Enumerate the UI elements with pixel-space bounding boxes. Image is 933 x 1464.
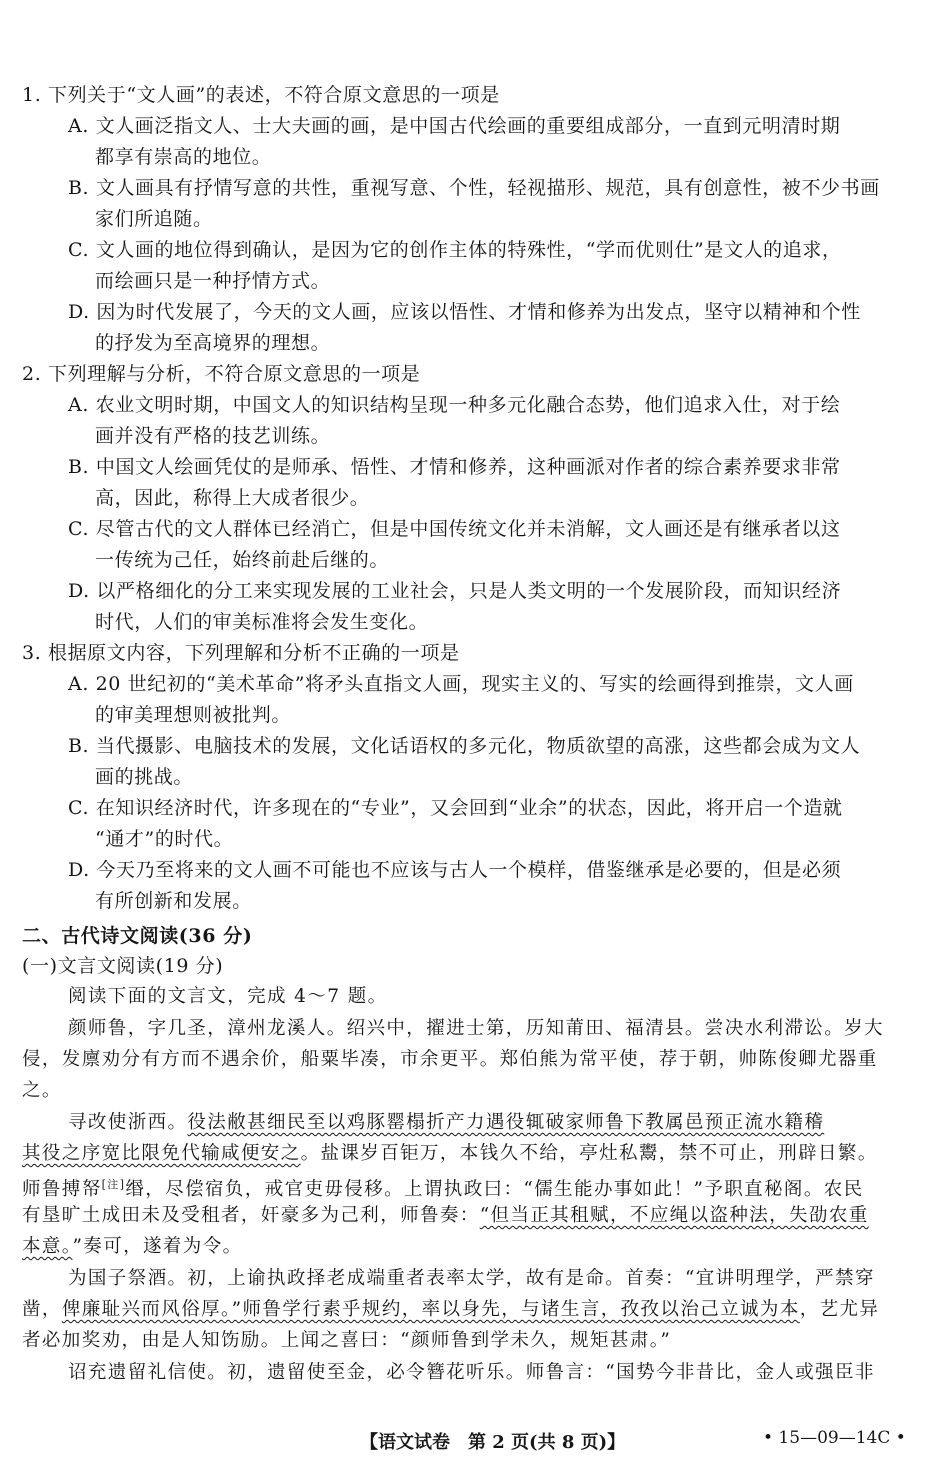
page-footer-code: • 15—09—14C •: [763, 1428, 906, 1448]
q1-option-b: B. 文人画具有抒情写意的共性，重视写意、个性，轻视描形、规范，具有创意性，被不少书画: [68, 177, 880, 199]
section-subtitle: (一)文言文阅读(19 分): [22, 955, 224, 977]
passage-p2-farm: 有垦旷土成田未及受租者，奸豪多为己利，师鲁奏：: [22, 1205, 480, 1226]
q2-option-c-cont: 一传统为己任，始终前赴后继的。: [95, 549, 390, 571]
q3-option-b-cont: 画的挑战。: [95, 766, 194, 788]
q2-option-b: B. 中国文人绘画凭仗的是师承、悟性、才情和修养，这种画派对作者的综合素养要求非常: [68, 456, 841, 478]
q3-option-b: B. 当代摄影、电脑技术的发展，文化话语权的多元化，物质欲望的高涨，这些都会成为文人: [68, 735, 861, 757]
passage-p1-line2: 侵，发廪劝分有方而不遇余价，船粟毕凑，市余更平。郑伯熊为常平使，荐于朝，帅陈俊卿尤器重: [22, 1049, 878, 1070]
passage-p2-text: 师鲁搏帑: [22, 1179, 102, 1201]
q1-option-a: A. 文人画泛指文人、士大夫画的画，是中国古代绘画的重要组成部分，一直到元明清时期: [68, 115, 841, 137]
passage-p3-line2: [22, 1295, 879, 1325]
passage-p2-line2: [22, 1139, 878, 1169]
passage-p1-line1: 颜师鲁，字几圣，漳州龙溪人。绍兴中，擢进士第，历知莆田、福清县。尝决水利滞讼。岁大: [68, 1018, 884, 1039]
q1-option-c: C. 文人画的地位得到确认，是因为它的创作主体的特殊性，“学而优则仕”是文人的追求，: [68, 239, 842, 261]
q1-option-a-cont: 都享有崇高的地位。: [95, 146, 272, 168]
underlined-sentence-2: “但当正其租赋，不应绳以盗种法，失劭农重: [479, 1205, 869, 1226]
question-3-stem: 3. 根据原文内容，下列理解和分析不正确的一项是: [22, 642, 460, 664]
passage-p2-line3: [22, 1170, 864, 1205]
q3-option-c-cont: “通才”的时代。: [95, 828, 234, 850]
q1-option-c-cont: 而绘画只是一种抒情方式。: [95, 270, 331, 292]
footnote-marker: [注]: [101, 1178, 126, 1191]
q3-option-c: C. 在知识经济时代，许多现在的“专业”，又会回到“业余”的状态，因此，将开启一个造就: [68, 797, 843, 819]
passage-p3-line1: 为国子祭酒。初，上谕执政择老成端重者表率太学，故有是命。首奏：“宜讲明理学，严禁穿: [68, 1268, 875, 1289]
q2-option-d-cont: 时代，人们的审美标准将会发生变化。: [95, 611, 429, 633]
q1-option-b-cont: 家们所追随。: [95, 208, 213, 230]
section-instruction: 阅读下面的文言文，完成 4～7 题。: [68, 986, 388, 1007]
q2-option-c: C. 尽管古代的文人群体已经消亡，但是中国传统文化并未消解，文人画还是有继承者以这: [68, 518, 841, 540]
passage-p2-line4: [22, 1201, 869, 1231]
section-title: 二、古代诗文阅读(36 分): [22, 925, 253, 947]
passage-p4-line1: 诏充遗留礼信使。初，遗留使至金，必令簪花听乐。师鲁言：“国势今非昔比，金人或强臣非: [68, 1362, 875, 1383]
q3-option-a-cont: 的审美理想则被批判。: [95, 704, 292, 726]
page-footer-title: 【语文试卷 第 2 页(共 8 页)】: [360, 1432, 626, 1453]
underlined-sentence-1-cont: 其役之序宽比限免代输咸便安之: [22, 1143, 301, 1164]
passage-p2-line1: [68, 1108, 824, 1138]
passage-p2-lead: 寻改使浙西。: [68, 1112, 188, 1133]
underlined-sentence-1: 役法敝甚细民至以鸡豚罂榻折产力遇役辄破家师鲁下教属邑预正流水籍稽: [187, 1112, 825, 1133]
passage-p2-text-cont: 缗，尽偿宿负，戒官吏毋侵移。上谓执政曰：“儒生能办事如此！”予职直秘阁。农民: [125, 1179, 864, 1201]
q1-option-d-cont: 的抒发为至高境界的理想。: [95, 332, 331, 354]
passage-p2-salt: 。盐课岁百钜万，本钱久不给，亭灶私鬻，禁不可止，刑辟日繁。: [300, 1143, 878, 1164]
passage-p1-line3: 之。: [22, 1080, 62, 1101]
q3-option-a: A. 20 世纪初的“美术革命”将矛头直指文人画，现实主义的、写实的绘画得到推崇，文人画: [68, 673, 854, 695]
question-2-stem: 2. 下列理解与分析，不符合原文意思的一项是: [22, 363, 421, 385]
underlined-sentence-3: 俾廉耻兴而风俗厚。”师鲁学行素乎规约，率以身先，与诸生言，孜孜以治己立诚为本: [61, 1299, 800, 1320]
passage-p2-end: ”奏可，遂着为令。: [72, 1236, 243, 1257]
q3-option-d: D. 今天乃至将来的文人画不可能也不应该与古人一个模样，借鉴继承是必要的，但是必须: [68, 859, 842, 881]
passage-p3-line3: 者必加奖劝，由是人知饬励。上闻之喜曰：“颜师鲁到学未久，规矩甚肃。”: [22, 1330, 672, 1351]
q2-option-a: A. 农业文明时期，中国文人的知识结构呈现一种多元化融合态势，他们追求入仕，对于绘: [68, 394, 841, 416]
underlined-sentence-2-cont: 本意。: [22, 1236, 73, 1257]
question-1-stem: 1. 下列关于“文人画”的表述，不符合原文意思的一项是: [22, 84, 500, 106]
passage-p2-line5: [22, 1232, 243, 1262]
q3-option-d-cont: 有所创新和发展。: [95, 890, 252, 912]
q2-option-d: D. 以严格细化的分工来实现发展的工业社会，只是人类文明的一个发展阶段，而知识经济: [68, 580, 842, 602]
passage-p3-text: 凿，: [22, 1299, 62, 1320]
q2-option-b-cont: 高，因此，称得上大成者很少。: [95, 487, 370, 509]
q1-option-d: D. 因为时代发展了，今天的文人画，应该以悟性、才情和修养为出发点，坚守以精神和个性: [68, 301, 861, 323]
q2-option-a-cont: 画并没有严格的技艺训练。: [95, 425, 331, 447]
passage-p3-text-cont: ，艺尤异: [799, 1299, 880, 1320]
